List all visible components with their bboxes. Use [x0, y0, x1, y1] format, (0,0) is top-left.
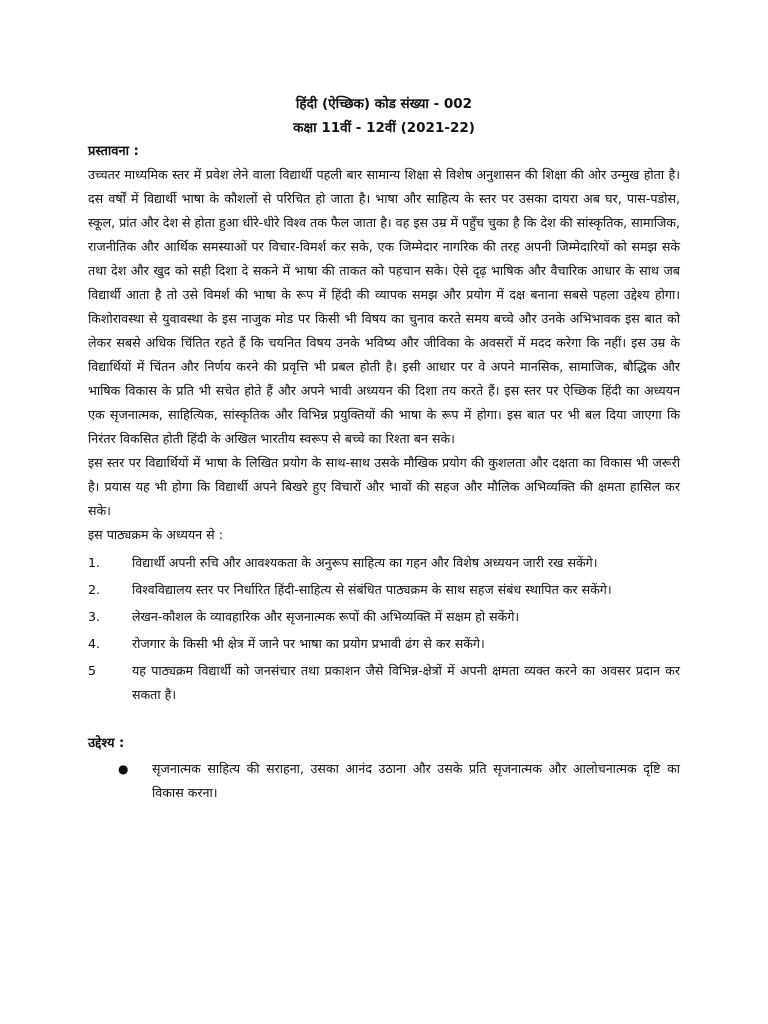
preamble-paragraph-2: इस स्तर पर विद्यार्थियों में भाषा के लिखित प्रयोग के साथ-साथ उसके मौखिक प्रयोग की कुशलता और दक्षता का विकास भी जरूरी है। प्रयास यह भी होगा कि विद्यार्थी अपने बिखरे हुए विचारों और भावों की सहज और मौलिक अभिव्यक्ति की क्षमता हासिल कर सके। — [88, 455, 680, 518]
list-text: लेखन-कौशल के व्यावहारिक और सृजनात्मक रूपों की अभिव्यक्ति में सक्षम हो सकेंगे। — [132, 609, 520, 624]
bullet-icon: ● — [118, 762, 129, 776]
list-text: यह पाठ्यक्रम विद्यार्थी को जनसंचार तथा प्रकाशन जैसे विभिन्न-क्षेत्रों में अपनी क्षमता व्यक्त करने का अवसर प्रदान कर सकता है। — [132, 663, 680, 702]
list-text: विद्यार्थी अपनी रुचि और आवश्यकता के अनुरूप साहित्य का गहन और विशेष अध्ययन जारी रख सकेंगे। — [132, 555, 598, 570]
list-number: 2. — [88, 582, 101, 597]
document-subtitle: कक्षा 11वीं - 12वीं (2021-22) — [293, 120, 475, 136]
list-text: सृजनात्मक साहित्य की सराहना, उसका आनंद उठाना और उसके प्रति सृजनात्मक और आलोचनात्मक दृष्टि का विकास करना। — [152, 761, 680, 800]
preamble-heading: प्रस्तावना : — [88, 144, 139, 159]
list-number: 1. — [88, 555, 101, 570]
list-item — [88, 632, 680, 656]
list-item — [88, 551, 680, 575]
study-intro: इस पाठ्यक्रम के अध्ययन से : — [88, 527, 223, 542]
list-item — [88, 605, 680, 629]
list-text: विश्वविद्यालय स्तर पर निर्धारित हिंदी-साहित्य से संबंधित पाठ्यक्रम के साथ सहज संबंध स्थापित कर सकेंगे। — [132, 582, 612, 597]
list-item — [88, 578, 680, 602]
preamble-paragraph-1: उच्चतर माध्यमिक स्तर में प्रवेश लेने वाला विद्यार्थी पहली बार सामान्य शिक्षा से विशेष अनुशासन की शिक्षा की ओर उन्मुख होता है। दस वर्षों में विद्यार्थी भाषा के कौशलों से परिचित हो जाता है। भाषा और साहित्य के स्तर पर उसका दायरा अब घर, पास-पडोस, स्कूल, प्रांत और देश से होता हुआ धीरे-धीरे विश्व तक फैल जाता है। वह इस उम्र में पहुँच चुका है कि देश की सांस्कृतिक, सामाजिक, राजनीतिक और आर्थिक समस्याओं पर विचार-विमर्श कर सके, एक जिम्मेदार नागरिक की तरह अपनी जिम्मेदारियों को समझ सके तथा देश और खुद को सही दिशा दे सकने में भाषा की ताकत को पहचान सके। ऐसे दृढ़ भाषिक और वैचारिक आधार के साथ जब विद्यार्थी आता है तो उसे विमर्श की भाषा के रूप में हिंदी की व्यापक समझ और प्रयोग में दक्ष बनाना सबसे पहला उद्देश्य होगा। किशोरावस्था से युवावस्था के इस नाजुक मोड पर किसी भी विषय का चुनाव करते समय बच्चे और उनके अभिभावक इस बात को लेकर सबसे अधिक चिंतित रहते हैं कि चयनित विषय उनके भविष्य और जीविका के अवसरों में मदद करेगा कि नहीं। इस उम्र के विद्यार्थियों में चिंतन और निर्णय करने की प्रवृत्ति भी प्रबल होती है। इसी आधार पर वे अपने मानसिक, सामाजिक, बौद्धिक और भाषिक विकास के प्रति भी सचेत होते हैं और अपने भावी अध्ययन की दिशा तय करते हैं। इस स्तर पर ऐच्छिक हिंदी का अध्ययन एक सृजनात्मक, साहित्यिक, सांस्कृतिक और विभिन्न प्रयुक्तियों की भाषा के रूप में होगा। इस बात पर भी बल दिया जाएगा कि निरंतर विकसित होती हिंदी के अखिल भारतीय स्वरूप से बच्चे का रिश्ता बन सके। — [88, 167, 680, 446]
document-page — [88, 92, 680, 805]
objectives-list — [88, 757, 680, 805]
list-number: 5 — [88, 663, 97, 678]
list-text: रोजगार के किसी भी क्षेत्र में जाने पर भाषा का प्रयोग प्रभावी ढंग से कर सकेंगे। — [132, 636, 485, 651]
list-number: 3. — [88, 609, 101, 624]
list-number: 4. — [88, 636, 101, 651]
outcomes-list — [88, 551, 680, 707]
list-item — [88, 659, 680, 707]
objectives-heading: उद्देश्य : — [88, 736, 125, 751]
list-item — [88, 757, 680, 805]
document-title: हिंदी (ऐच्छिक) कोड संख्या - 002 — [295, 96, 473, 112]
